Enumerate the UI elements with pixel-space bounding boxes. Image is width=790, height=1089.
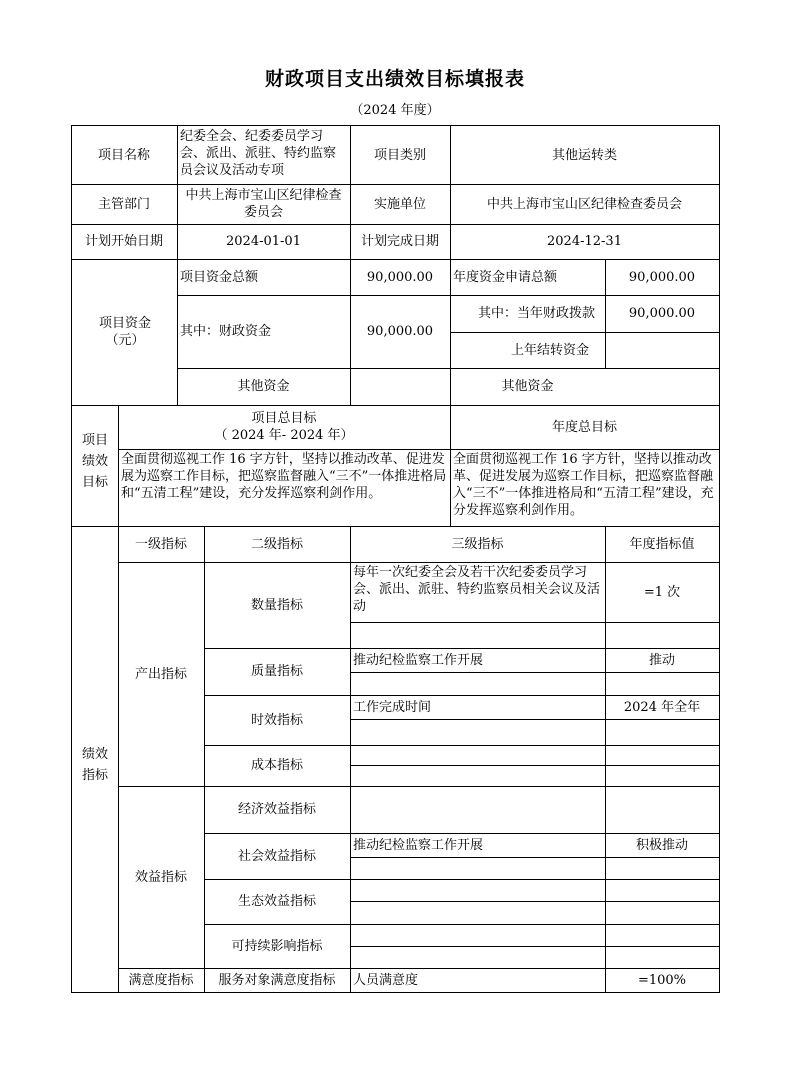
annual-goal-text: 全面贯彻巡视工作 16 字方针，坚持以推动改革、促进发展为巡察工作目标，把巡察监督融入“三不”一体推进格局和“五清工程”建设，充分发挥巡察利剑作用。: [453, 452, 714, 518]
grid-line-h: [350, 765, 720, 766]
col-level1-header: 一级指标: [134, 536, 187, 552]
social-benefit-value: 积极推动: [635, 837, 688, 853]
quantity-indicator-label: 数量指标: [250, 597, 303, 613]
col-value-header: 年度指标值: [629, 536, 695, 552]
quality-indicator-label: 质量指标: [250, 664, 303, 679]
funds-current-value: 90,000.00: [628, 306, 696, 321]
goals-label: 项目绩效目标: [81, 432, 108, 490]
grid-line-h: [350, 946, 720, 947]
funds-other-left-label: 其他资金: [237, 379, 290, 394]
start-date-value: 2024-01-01: [226, 234, 301, 249]
unit-label: 实施单位: [373, 196, 426, 212]
grid-line-h: [350, 901, 720, 902]
economic-benefit-label: 经济效益指标: [237, 802, 316, 817]
funds-current-label: 其中：当年财政拨款: [477, 306, 595, 321]
funds-annual-label: 年度资金申请总额: [453, 269, 558, 285]
satisfaction-value: =100%: [637, 972, 687, 988]
social-benefit-label: 社会效益指标: [237, 848, 316, 864]
satisfaction-item: 人员满意度: [353, 972, 419, 988]
grid-line-h: [350, 719, 720, 720]
unit-value: 中共上海市宝山区纪律检查委员会: [486, 196, 682, 212]
grid-line-h: [350, 857, 720, 858]
end-date-label: 计划完成日期: [360, 234, 439, 249]
funds-carryover-label: 上年结转资金: [510, 342, 589, 358]
funds-label: 项目资金（元）: [98, 316, 151, 348]
page-title: 财政项目支出绩效目标填报表: [264, 68, 525, 90]
col-level2-header: 二级指标: [250, 536, 303, 552]
total-goal-text: 全面贯彻巡视工作 16 字方针，坚持以推动改革、促进发展为巡察工作目标，把巡察监督融入“三不”一体推进格局和“五清工程”建设，充分发挥巡察利剑作用。: [121, 452, 447, 501]
grid-line-h: [71, 992, 720, 993]
quality-indicator-value: 推动: [648, 652, 675, 668]
service-satisfaction-label: 服务对象满意度指标: [218, 972, 336, 988]
indicators-label: 绩效指标: [81, 747, 108, 783]
funds-annual-value: 90,000.00: [628, 269, 696, 285]
satisfaction-indicator-label: 满意度指标: [128, 972, 194, 988]
project-category-label: 项目类别: [373, 147, 426, 163]
total-goal-period: （ 2024 年- 2024 年）: [214, 428, 354, 443]
total-goal-title: 项目总目标: [251, 411, 317, 426]
timeliness-indicator-label: 时效指标: [250, 712, 303, 728]
year-subtitle: （2024 年度）: [350, 103, 440, 118]
funds-total-value: 90,000.00: [366, 269, 434, 285]
end-date-value: 2024-12-31: [547, 234, 622, 249]
funds-other-right-label: 其他资金: [501, 379, 554, 394]
ecological-benefit-label: 生态效益指标: [237, 894, 316, 909]
col-level3-header: 三级指标: [451, 536, 504, 552]
timeliness-indicator-item: 工作完成时间: [353, 699, 432, 715]
sustainable-impact-label: 可持续影响指标: [231, 938, 323, 954]
quantity-indicator-value: =1 次: [643, 584, 681, 600]
grid-line-v: [719, 125, 720, 993]
output-indicator-label: 产出指标: [134, 666, 187, 682]
grid-line-h: [71, 526, 119, 527]
dept-label: 主管部门: [97, 196, 150, 212]
project-category-value: 其他运转类: [551, 147, 617, 163]
funds-fiscal-value: 90,000.00: [366, 324, 434, 339]
project-name-value: 纪委全会、纪委委员学习会、派出、派驻、特约监察员会议及活动专项: [180, 129, 337, 178]
social-benefit-item: 推动纪检监察工作开展: [353, 837, 484, 853]
annual-goal-label: 年度总目标: [551, 419, 617, 435]
grid-line-h: [350, 672, 720, 673]
dept-value: 中共上海市宝山区纪律检查委员会: [185, 188, 342, 220]
quality-indicator-item: 推动纪检监察工作开展: [353, 652, 484, 668]
start-date-label: 计划开始日期: [84, 234, 163, 249]
total-goal-label: [118, 405, 450, 449]
funds-fiscal-label: 其中：财政资金: [180, 324, 272, 339]
funds-total-label: 项目资金总额: [180, 269, 259, 285]
timeliness-indicator-value: 2024 年全年: [623, 699, 701, 715]
project-name-label: 项目名称: [97, 147, 150, 163]
benefit-indicator-label: 效益指标: [134, 869, 187, 885]
cost-indicator-label: 成本指标: [250, 758, 303, 773]
grid-line-h: [350, 622, 720, 623]
quantity-indicator-item: 每年一次纪委全会及若干次纪委委员学习会、派出、派驻、特约监察员相关会议及活动: [353, 565, 601, 614]
